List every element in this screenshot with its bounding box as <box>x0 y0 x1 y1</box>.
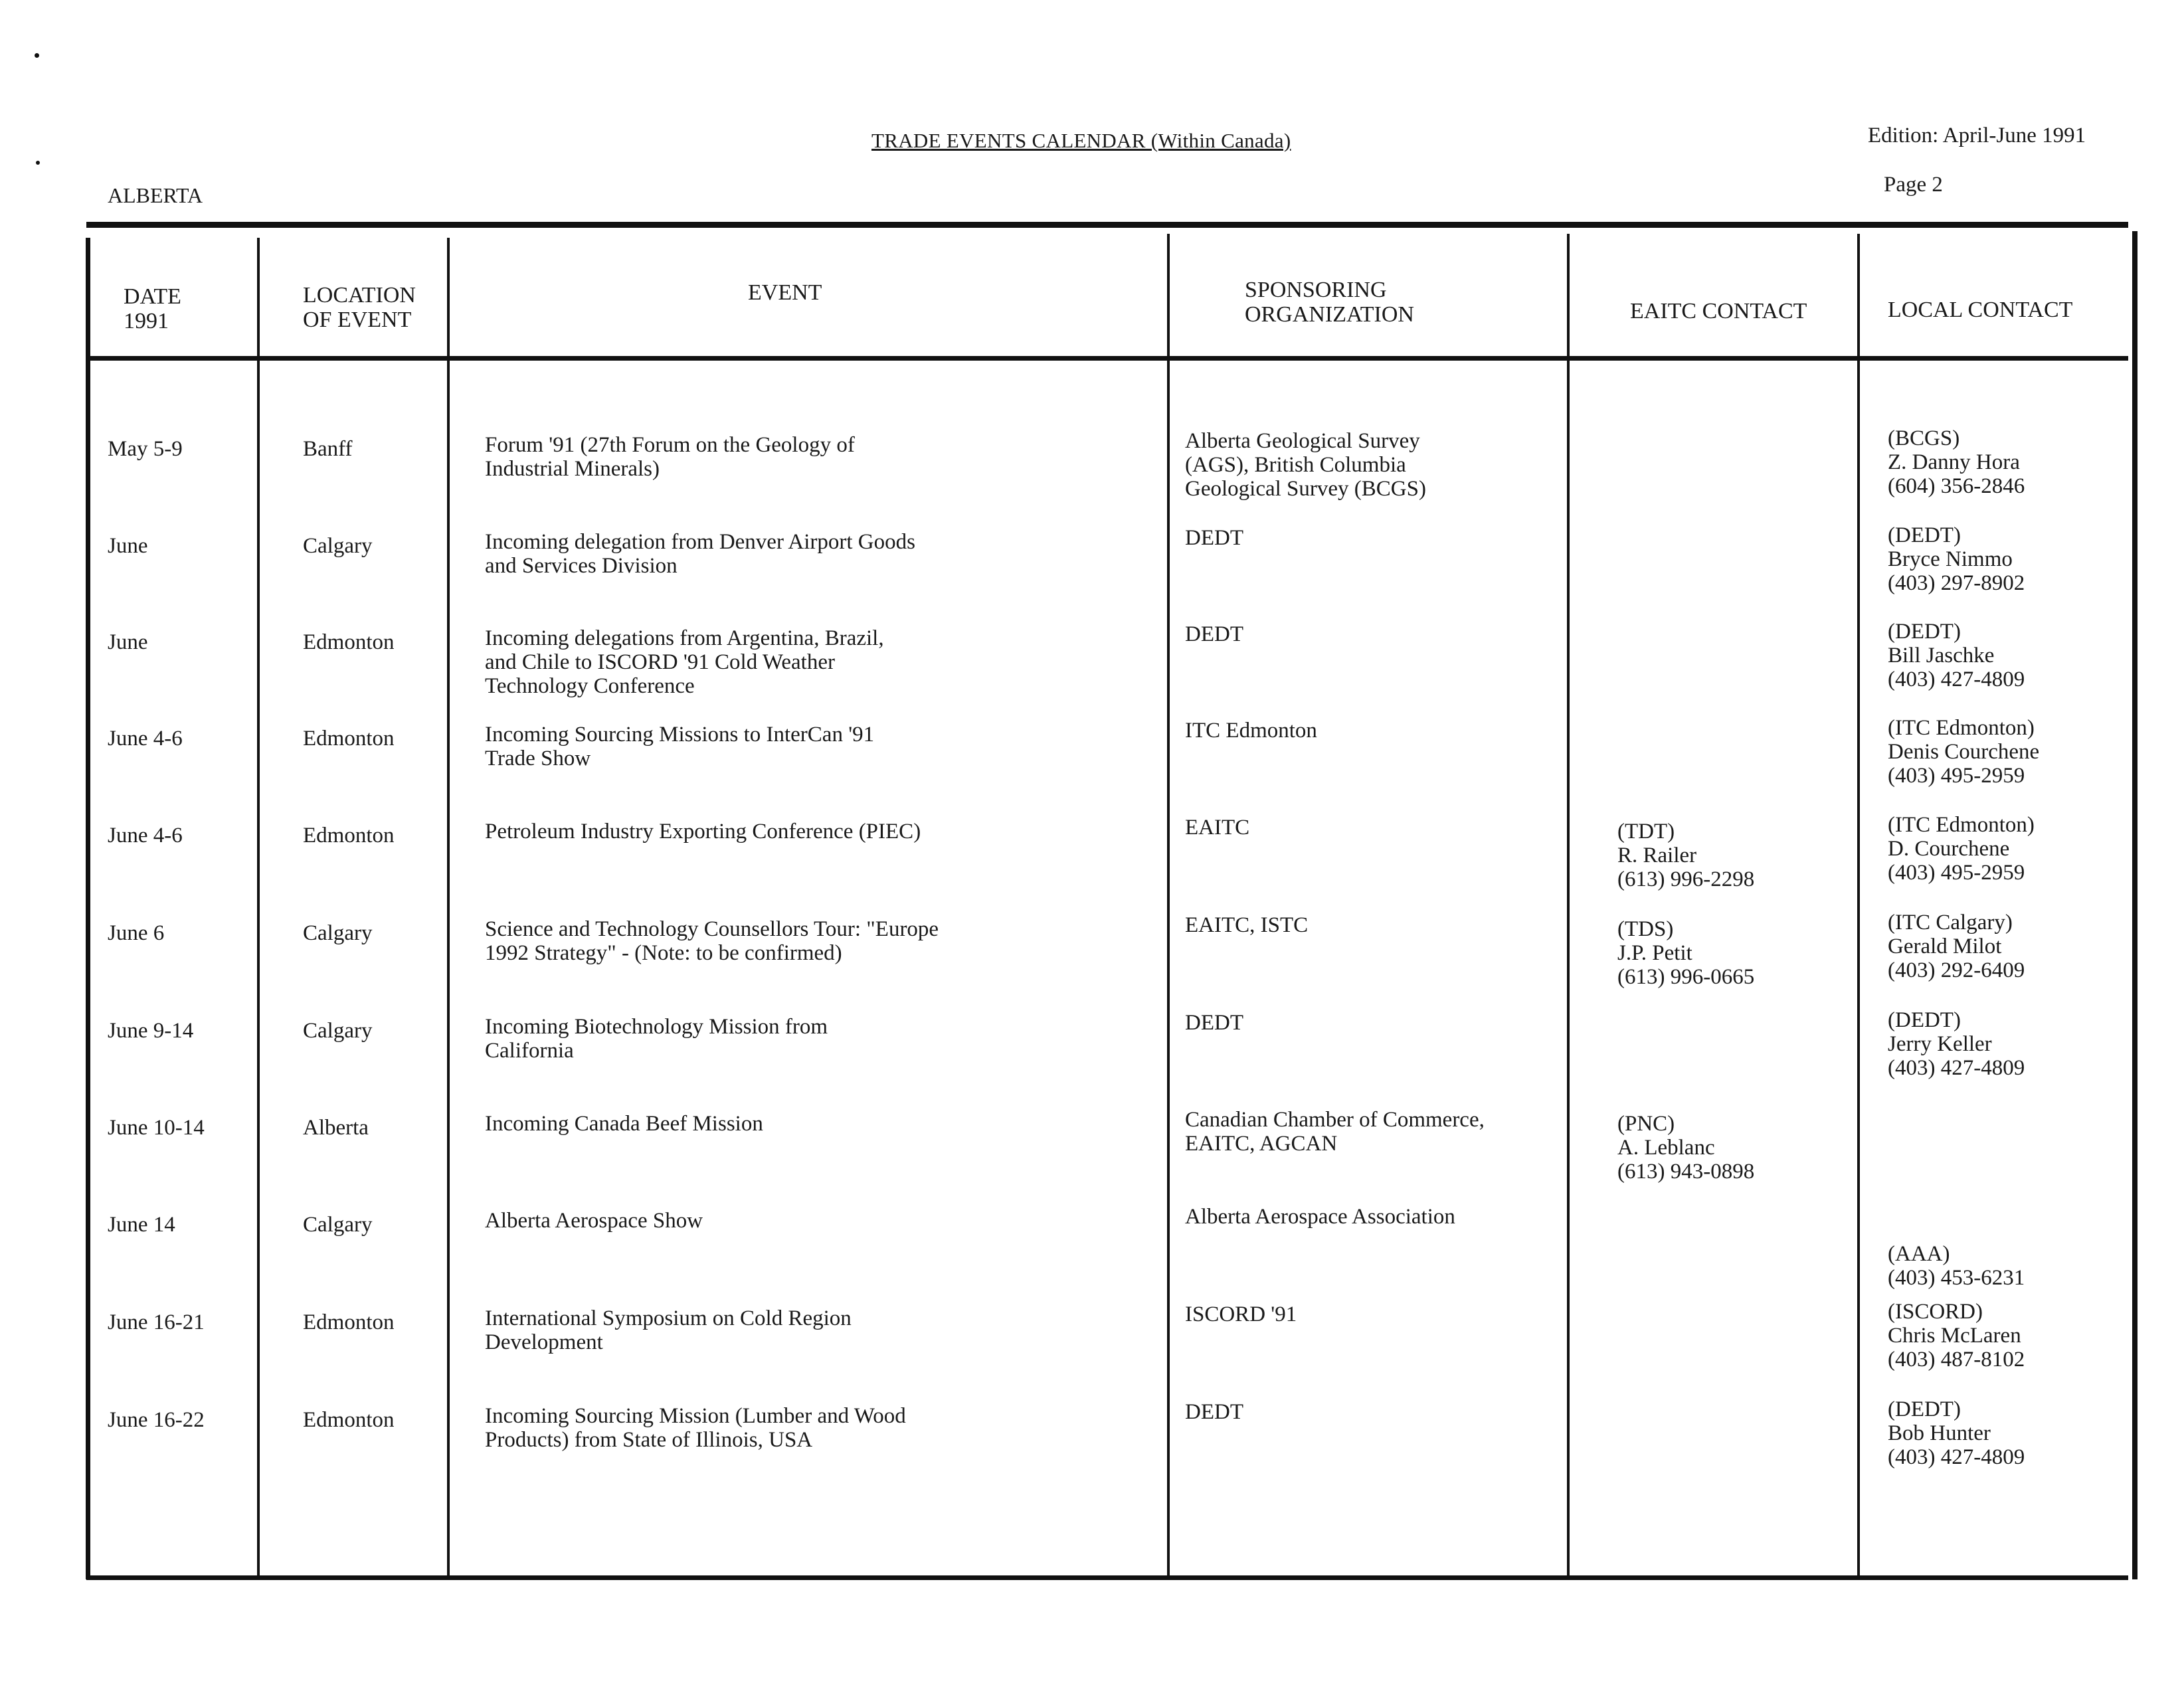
table-top-rule <box>86 222 2128 228</box>
cell-sponsor: ITC Edmonton <box>1185 719 1317 743</box>
cell-date: June 9-14 <box>108 1019 194 1043</box>
cell-date: June 16-21 <box>108 1310 205 1334</box>
column-divider <box>1857 234 1860 1579</box>
cell-event: Incoming Biotechnology Mission from California <box>485 1015 828 1063</box>
cell-local-contact: (DEDT) Bob Hunter (403) 427-4809 <box>1888 1397 2025 1469</box>
cell-location: Calgary <box>303 921 373 945</box>
cell-sponsor: EAITC <box>1185 816 1250 840</box>
cell-event: Forum '91 (27th Forum on the Geology of Industrial Minerals) <box>485 433 855 481</box>
cell-local-contact: (ITC Edmonton) Denis Courchene (403) 495-2959 <box>1888 716 2040 788</box>
table-bottom-rule <box>86 1575 2128 1580</box>
cell-event: Incoming delegation from Denver Airport Goods and Services Division <box>485 530 915 578</box>
cell-event: Science and Technology Counsellors Tour: "Europe 1992 Strategy" - (Note: to be confirmed) <box>485 917 939 965</box>
cell-sponsor: Alberta Aerospace Association <box>1185 1205 1455 1229</box>
cell-date: June 14 <box>108 1213 175 1237</box>
cell-location: Calgary <box>303 1213 373 1237</box>
column-header-sponsor: SPONSORING ORGANIZATION <box>1245 278 1414 327</box>
cell-event: Petroleum Industry Exporting Conference (PIEC) <box>485 820 921 843</box>
cell-local-contact: (ITC Edmonton) D. Courchene (403) 495-2959 <box>1888 813 2035 885</box>
cell-location: Edmonton <box>303 630 395 654</box>
column-divider <box>1167 234 1170 1579</box>
cell-date: June <box>108 534 148 558</box>
column-header-location: LOCATION OF EVENT <box>303 283 416 332</box>
cell-local-contact: (ISCORD) Chris McLaren (403) 487-8102 <box>1888 1300 2025 1372</box>
cell-date: June 6 <box>108 921 165 945</box>
cell-event: Incoming Sourcing Missions to InterCan '91 Trade Show <box>485 723 875 770</box>
cell-date: May 5-9 <box>108 437 183 461</box>
column-header-event: EVENT <box>748 280 822 305</box>
cell-location: Calgary <box>303 1019 373 1043</box>
cell-local-contact: (DEDT) Jerry Keller (403) 427-4809 <box>1888 1008 2025 1080</box>
cell-sponsor: DEDT <box>1185 526 1243 550</box>
cell-eaitc-contact: (TDS) J.P. Petit (613) 996-0665 <box>1617 917 1755 989</box>
cell-event: Incoming Sourcing Mission (Lumber and Wood Products) from State of Illinois, USA <box>485 1404 906 1452</box>
cell-location: Edmonton <box>303 824 395 847</box>
column-divider <box>1567 234 1570 1579</box>
cell-event: Incoming Canada Beef Mission <box>485 1112 763 1136</box>
cell-date: June 4-6 <box>108 824 183 847</box>
cell-event: Incoming delegations from Argentina, Brazil, and Chile to ISCORD '91 Cold Weather Technology Conference <box>485 626 884 698</box>
cell-date: June 4-6 <box>108 727 183 751</box>
column-header-local-contact: LOCAL CONTACT <box>1888 298 2073 322</box>
cell-date: June 16-22 <box>108 1408 205 1432</box>
cell-eaitc-contact: (PNC) A. Leblanc (613) 943-0898 <box>1617 1112 1755 1184</box>
cell-event: Alberta Aerospace Show <box>485 1209 703 1233</box>
column-divider <box>257 238 260 1579</box>
cell-location: Banff <box>303 437 353 461</box>
column-divider <box>2132 231 2138 1579</box>
page-number: Page 2 <box>1884 173 1943 197</box>
column-divider <box>86 238 90 1579</box>
cell-location: Calgary <box>303 534 373 558</box>
header-bottom-rule <box>86 356 2128 361</box>
cell-location: Edmonton <box>303 1408 395 1432</box>
scan-mark <box>35 53 39 58</box>
cell-sponsor: Alberta Geological Survey (AGS), British Columbia Geological Survey (BCGS) <box>1185 429 1426 501</box>
cell-date: June 10-14 <box>108 1116 205 1140</box>
scan-mark <box>36 161 40 165</box>
cell-location: Alberta <box>303 1116 369 1140</box>
cell-local-contact: (BCGS) Z. Danny Hora (604) 356-2846 <box>1888 426 2025 498</box>
cell-local-contact: (DEDT) Bill Jaschke (403) 427-4809 <box>1888 620 2025 691</box>
cell-sponsor: DEDT <box>1185 1400 1243 1424</box>
cell-local-contact: (AAA) (403) 453-6231 <box>1888 1242 2025 1290</box>
page-title: TRADE EVENTS CALENDAR (Within Canada) <box>871 129 1291 152</box>
column-header-eaitc-contact: EAITC CONTACT <box>1630 299 1807 323</box>
cell-location: Edmonton <box>303 1310 395 1334</box>
cell-sponsor: DEDT <box>1185 622 1243 646</box>
edition-label: Edition: April-June 1991 <box>1868 124 2086 147</box>
region-heading: ALBERTA <box>108 183 203 207</box>
cell-sponsor: DEDT <box>1185 1011 1243 1035</box>
cell-local-contact: (DEDT) Bryce Nimmo (403) 297-8902 <box>1888 523 2025 595</box>
cell-date: June <box>108 630 148 654</box>
cell-event: International Symposium on Cold Region Development <box>485 1306 852 1354</box>
cell-location: Edmonton <box>303 727 395 751</box>
cell-sponsor: Canadian Chamber of Commerce, EAITC, AGCAN <box>1185 1108 1485 1156</box>
cell-eaitc-contact: (TDT) R. Railer (613) 996-2298 <box>1617 820 1755 891</box>
column-header-date: DATE 1991 <box>124 284 181 333</box>
column-divider <box>447 238 450 1579</box>
cell-sponsor: ISCORD '91 <box>1185 1302 1297 1326</box>
cell-sponsor: EAITC, ISTC <box>1185 913 1309 937</box>
cell-local-contact: (ITC Calgary) Gerald Milot (403) 292-6409 <box>1888 911 2025 982</box>
